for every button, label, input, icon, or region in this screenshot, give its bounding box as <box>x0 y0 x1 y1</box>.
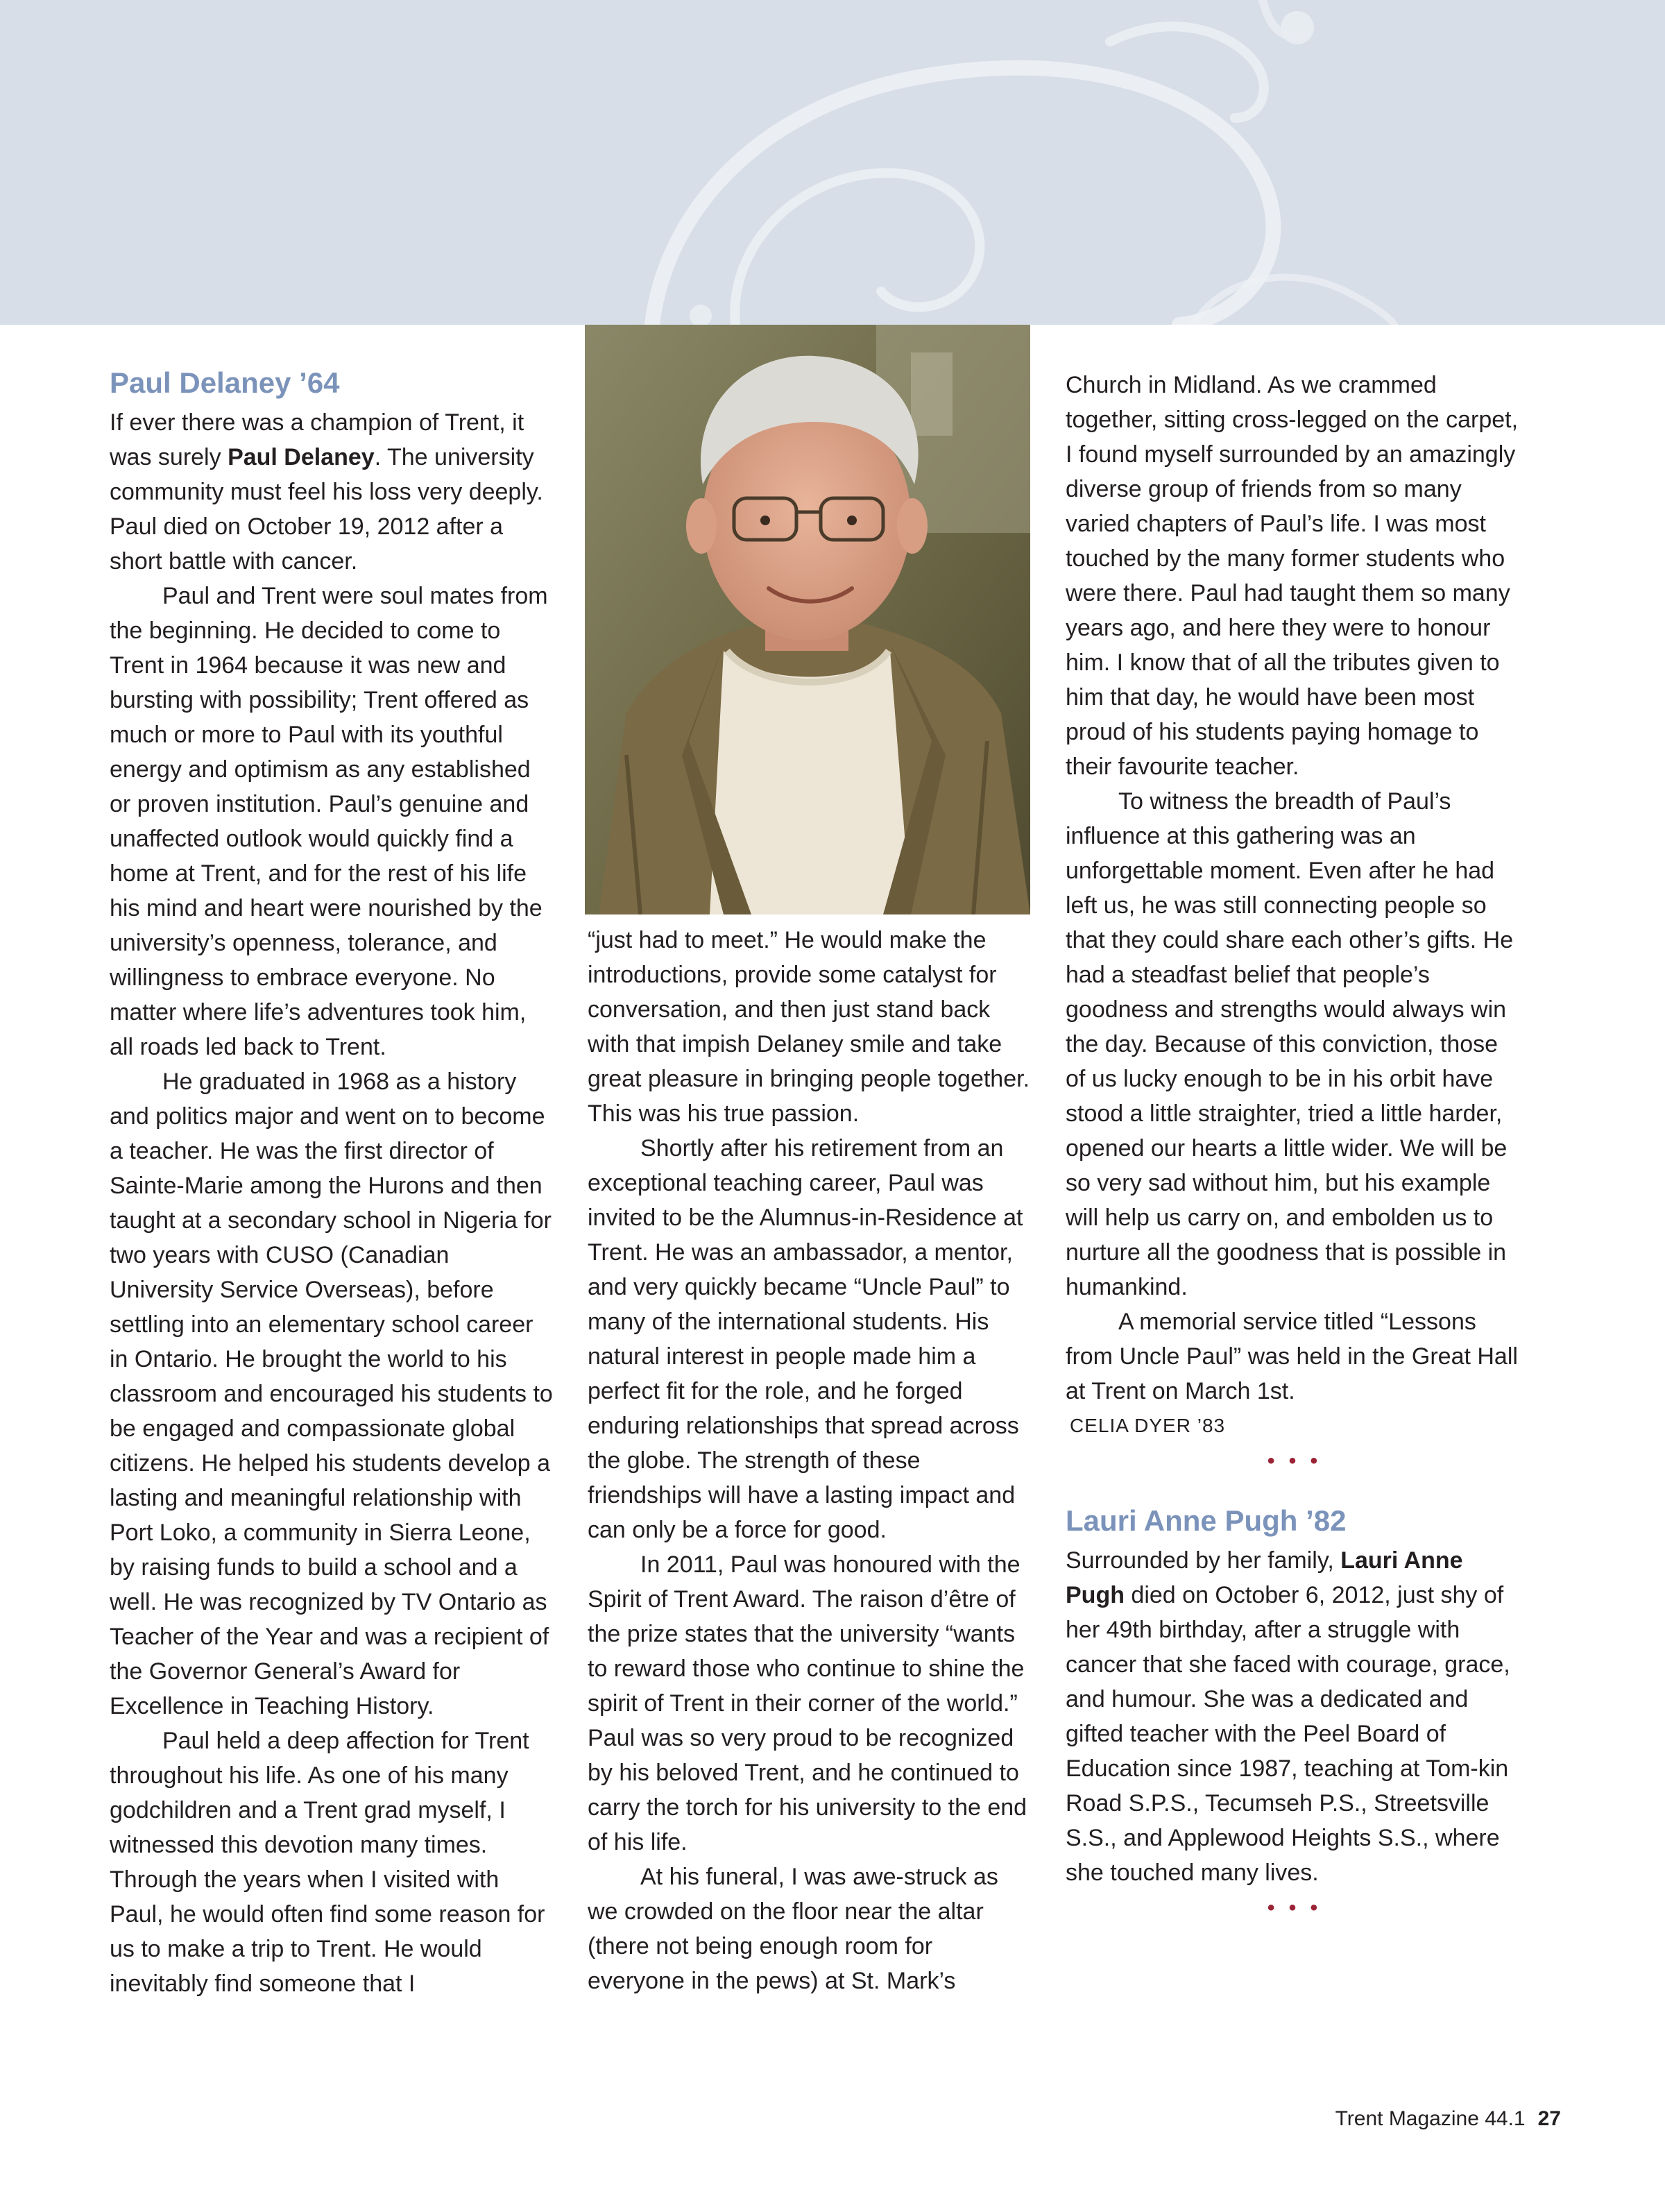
name-bold: Paul Delaney <box>228 444 375 470</box>
obituary-heading-pugh: Lauri Anne Pugh ’82 <box>1066 1504 1347 1537</box>
author-byline: CELIA DYER ’83 <box>1070 1415 1226 1436</box>
paragraph: At his funeral, I was awe-struck as we crowded on the floor near the altar (there not being enough room for everyone in the pews) at St. Mark’s <box>588 1864 998 1994</box>
paragraph: Paul held a deep affection for Trent throughout his life. As one of his many godchildren and a Trent grad myself, I witnessed this devotion many times. Through the years when I visited with Paul, he would often find some reason for us to make a trip to Trent. He would inevitably find someone that I <box>110 1728 545 1997</box>
column-2 <box>588 923 1032 1998</box>
swirl-ornament <box>0 0 1665 325</box>
column-1 <box>110 368 554 2001</box>
obituary-heading-delaney: Paul Delaney ’64 <box>110 366 340 399</box>
paragraph: If ever there was a champion of Trent, it was surely Paul Delaney. The university community must feel his loss very deeply. Paul died on October 19, 2012 after a short battle with cancer. <box>110 409 543 575</box>
name-bold: Lauri Anne Pugh <box>1066 1547 1463 1608</box>
magazine-issue: Trent Magazine 44.1 <box>1335 2107 1526 2130</box>
section-separator: • • • <box>1267 1449 1322 1472</box>
paragraph: Surrounded by her family, Lauri Anne Pugh died on October 6, 2012, just shy of her 49th birthday, after a struggle with cancer that she faced with courage, grace, and humour. She was a dedicated and gifted teacher with the Peel Board of Education since 1987, teaching at Tom-kin Road S.P.S., Tecumseh P.S., Streetsville S.S., and Applewood Heights S.S., where she touched many lives. <box>1066 1547 1510 1886</box>
section-separator: • • • <box>1267 1896 1322 1919</box>
paragraph: He graduated in 1968 as a history and politics major and went on to become a teacher. He was the first director of Sainte-Marie among the Hurons and then taught at a secondary school in Nigeria for two years with CUSO (Canadian University Service Overseas), before settling into an elementary school career in Ontario. He brought the world to his classroom and encouraged his students to be engaged and compassionate global citizens. He helped his students develop a lasting and meaningful relationship with Port Loko, a community in Sierra Leone, by raising funds to build a school and a well. He was recognized by TV Ontario as Teacher of the Year and was a recipient of the Governor General’s Award for Excellence in Teaching History. <box>110 1069 553 1719</box>
paragraph: Paul and Trent were soul mates from the beginning. He decided to come to Trent in 1964 because it was new and bursting with possibility; Trent offered as much or more to Paul with its youthful energy and optimism as any established or proven institution. Paul’s genuine and unaffected outlook would quickly find a home at Trent, and for the rest of his life his mind and heart were nourished by the university’s openness, tolerance, and willingness to embrace everyone. No matter where life’s adventures took him, all roads led back to Trent. <box>110 583 548 1060</box>
portrait-photo <box>585 325 1030 914</box>
page-footer <box>1335 2105 1561 2133</box>
paragraph: A memorial service titled “Lessons from Uncle Paul” was held in the Great Hall at Trent on March 1st. <box>1066 1309 1518 1404</box>
page-number: 27 <box>1537 2107 1561 2130</box>
paragraph: Shortly after his retirement from an exceptional teaching career, Paul was invited to be the Alumnus-in-Residence at Trent. He was an ambassador, a mentor, and very quickly became “Uncle Paul” to many of the international students. His natural interest in people made him a perfect fit for the role, and he forged enduring relationships that spread across the globe. The strength of these friendships will have a lasting impact and can only be a force for good. <box>588 1135 1023 1543</box>
header-banner <box>0 0 1665 325</box>
paragraph: Church in Midland. As we crammed together, sitting cross-legged on the carpet, I found myself surrounded by an amazingly diverse group of friends from so many varied chapters of Paul’s life. I was most touched by the many former students who were there. Paul had taught them so many years ago, and here they were to honour him. I know that of all the tributes given to him that day, he would have been most proud of his students paying homage to their favourite teacher. <box>1066 372 1519 780</box>
paragraph: In 2011, Paul was honoured with the Spirit of Trent Award. The raison d’être of the prize states that the university “wants to reward those who continue to shine the spirit of Trent in their corner of the world.” Paul was so very proud to be recognized by his beloved Trent, and he continued to carry the torch for his university to the end of his life. <box>588 1551 1027 1855</box>
column-3 <box>1066 368 1523 1948</box>
paragraph: “just had to meet.” He would make the introductions, provide some catalyst for conversation, and then just stand back with that impish Delaney smile and take great pleasure in bringing people together. This was his true passion. <box>588 927 1030 1127</box>
paragraph: To witness the breadth of Paul’s influence at this gathering was an unforgettable moment. Even after he had left us, he was still connecting people so that they could share each other’s gifts. He had a steadfast belief that people’s goodness and strengths would always win the day. Because of this conviction, those of us lucky enough to be in his orbit have stood a little straighter, tried a little harder, opened our hearts a little wider. We will be so very sad without him, but his example will help us carry on, and embolden us to nurture all the goodness that is possible in humankind. <box>1066 788 1514 1300</box>
